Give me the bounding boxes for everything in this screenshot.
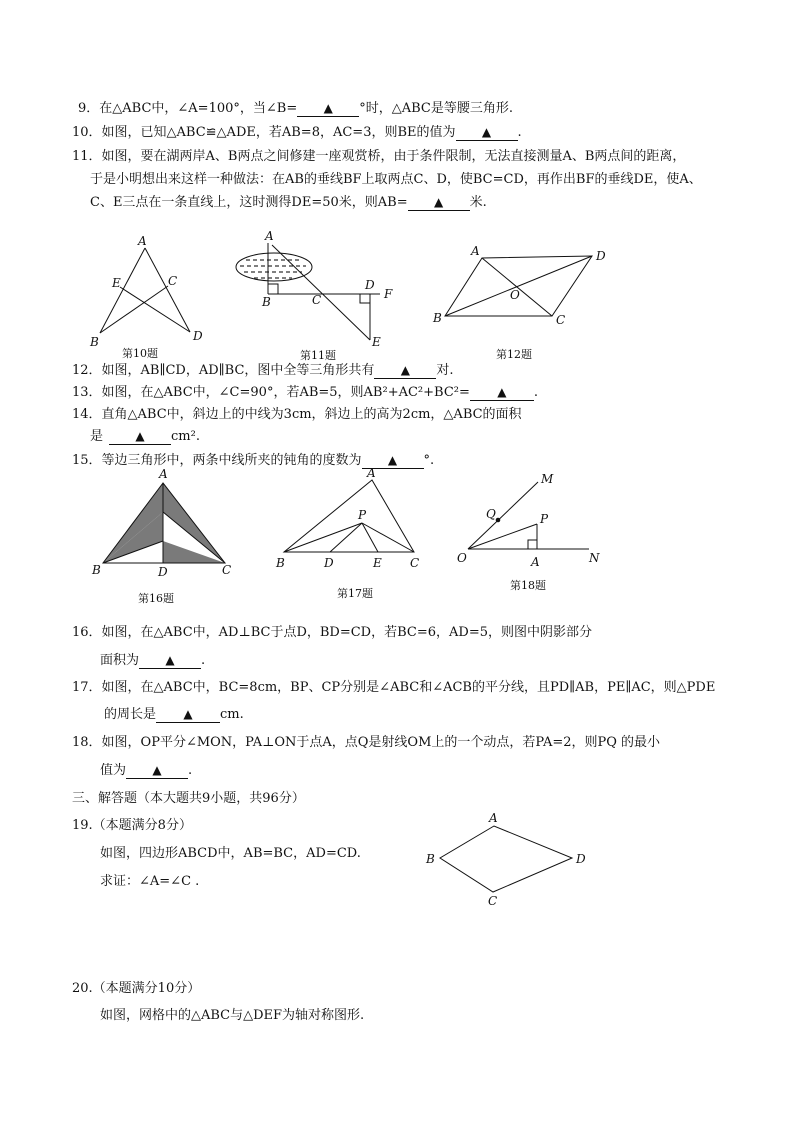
fig18-label-m: M xyxy=(541,472,554,486)
fig17-label-c: C xyxy=(410,556,420,570)
fig12-caption: 第12题 xyxy=(496,348,532,361)
fig11-label-d: D xyxy=(365,278,375,292)
fig11-caption: 第11题 xyxy=(300,349,336,362)
fig11-label-a: A xyxy=(265,229,274,243)
question-19-line2: 求证：∠A=∠C . xyxy=(100,874,200,889)
fig18-label-p: P xyxy=(540,512,549,526)
fig10-label-b: B xyxy=(90,335,99,349)
figure-17 xyxy=(284,480,414,552)
figure-12 xyxy=(445,256,592,316)
question-19-title: 19.（本题满分8分） xyxy=(72,818,192,833)
fig12-label-o: O xyxy=(510,288,520,302)
question-10: 10．如图，已知△ABC≌△ADE，若AB=8，AC=3，则BE的值为 ▲ . xyxy=(72,125,522,140)
fig12-label-c: C xyxy=(556,313,566,327)
question-18-line1: 18．如图，OP平分∠MON，PA⊥ON于点A，点Q是射线OM上的一个动点，若PA=2，则PQ 的最小 xyxy=(72,735,661,750)
fig10-caption: 第10题 xyxy=(122,347,158,360)
figure-19 xyxy=(440,826,572,892)
fig16-caption: 第16题 xyxy=(138,592,174,605)
fig17-label-b: B xyxy=(276,556,285,570)
fig19-label-d: D xyxy=(576,852,586,866)
fig12-label-b: B xyxy=(433,311,442,325)
question-20-line1: 如图，网格中的△ABC与△DEF为轴对称图形. xyxy=(100,1008,365,1023)
question-18-line2: 值为 ▲ . xyxy=(100,763,193,778)
fig16-label-c: C xyxy=(222,563,232,577)
fig16-label-b: B xyxy=(92,563,101,577)
question-20-title: 20.（本题满分10分） xyxy=(72,981,201,996)
fig17-label-e: E xyxy=(373,556,382,570)
fig10-label-a: A xyxy=(138,234,147,248)
question-14-line2: 是 ▲ cm². xyxy=(90,429,200,444)
question-17-line2: 的周长是 ▲ cm. xyxy=(104,707,244,722)
fig16-label-d: D xyxy=(158,565,168,579)
section-3-heading: 三、解答题（本大题共9小题，共96分） xyxy=(72,791,305,806)
question-13: 13．如图，在△ABC中，∠C=90°，若AB=5，则AB²+AC²+BC²= ▲ . xyxy=(72,385,539,400)
fig16-label-a: A xyxy=(159,467,168,481)
fig10-label-d: D xyxy=(193,329,203,343)
fig11-label-b: B xyxy=(262,295,271,309)
question-15: 15．等边三角形中，两条中线所夹的钝角的度数为 ▲ °. xyxy=(72,453,435,468)
fig12-label-a: A xyxy=(471,244,480,258)
fig11-label-f: F xyxy=(384,287,393,301)
question-11-line1: 11．如图，要在湖两岸A、B两点之间修建一座观赏桥，由于条件限制，无法直接测量A、B两点间的距离， xyxy=(72,149,686,164)
fig17-label-p: P xyxy=(358,508,367,522)
question-16-line1: 16．如图，在△ABC中，AD⊥BC于点D，BD=CD，若BC=6，AD=5，则图中阴影部分 xyxy=(72,625,592,640)
answer-blank: ▲ xyxy=(156,707,220,723)
lake-shape xyxy=(236,253,312,281)
answer-blank: ▲ xyxy=(297,101,359,117)
fig10-label-e: E xyxy=(112,276,121,290)
fig12-label-d: D xyxy=(596,249,606,263)
answer-blank: ▲ xyxy=(374,363,436,379)
figure-11 xyxy=(236,243,380,340)
question-11-line2: 于是小明想出来这样一种做法：在AB的垂线BF上取两点C、D，使BC=CD，再作出BF的垂线DE，使A、 xyxy=(90,172,702,187)
figure-16 xyxy=(103,483,225,563)
fig10-label-c: C xyxy=(168,274,178,288)
question-17-line1: 17．如图，在△ABC中，BC=8cm，BP、CP分别是∠ABC和∠ACB的平分线，且PD∥AB，PE∥AC，则△PDE xyxy=(72,680,716,695)
fig18-label-o: O xyxy=(457,551,467,565)
question-12: 12．如图，AB∥CD，AD∥BC，图中全等三角形共有 ▲ 对. xyxy=(72,363,454,378)
fig18-label-n: N xyxy=(589,551,600,565)
fig11-label-c: C xyxy=(312,293,322,307)
fig19-label-c: C xyxy=(488,894,498,908)
question-19-line1: 如图，四边形ABCD中，AB=BC，AD=CD. xyxy=(100,846,361,861)
figure-10 xyxy=(100,248,190,333)
fig17-caption: 第17题 xyxy=(337,587,373,600)
fig18-caption: 第18题 xyxy=(510,579,546,592)
question-9: 9．在△ABC中，∠A=100°，当∠B= ▲ °时，△ABC是等腰三角形. xyxy=(78,101,513,116)
fig19-label-b: B xyxy=(426,852,435,866)
fig11-label-e: E xyxy=(372,335,381,349)
fig18-label-a: A xyxy=(531,555,540,569)
answer-blank: ▲ xyxy=(139,653,201,669)
answer-blank: ▲ xyxy=(109,429,171,445)
question-11-line3: C、E三点在一条直线上，这时测得DE=50米，则AB= ▲ 米. xyxy=(90,195,487,210)
fig17-label-a: A xyxy=(367,466,376,480)
answer-blank: ▲ xyxy=(408,195,470,211)
answer-blank: ▲ xyxy=(456,125,518,141)
answer-blank: ▲ xyxy=(126,763,188,779)
fig19-label-a: A xyxy=(489,811,498,825)
answer-blank: ▲ xyxy=(470,385,534,401)
answer-blank: ▲ xyxy=(362,453,424,469)
question-14-line1: 14．直角△ABC中，斜边上的中线为3cm，斜边上的高为2cm，△ABC的面积 xyxy=(72,407,522,422)
fig18-label-q: Q xyxy=(486,507,496,521)
fig17-label-d: D xyxy=(324,556,334,570)
question-16-line2: 面积为 ▲ . xyxy=(100,653,206,668)
point-q xyxy=(496,518,501,523)
